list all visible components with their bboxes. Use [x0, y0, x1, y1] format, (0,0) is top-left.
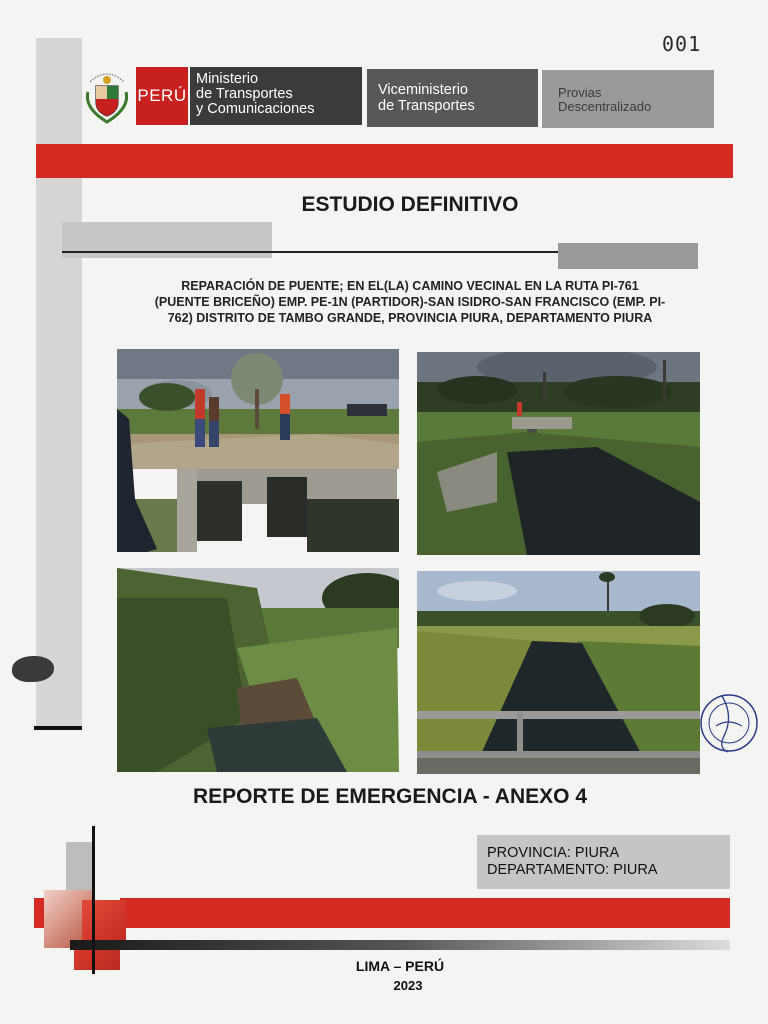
engineer-seal-stamp	[698, 692, 760, 754]
title-decor-right	[558, 243, 698, 269]
agency-box	[542, 70, 714, 128]
project-description-line: REPARACIÓN DE PUENTE; EN EL(LA) CAMINO VECINAL EN LA RUTA PI-761	[181, 279, 639, 293]
photo-bridge-over-canal	[417, 352, 700, 555]
photo-canal-with-railing	[417, 571, 700, 774]
coat-of-arms-icon	[82, 68, 132, 126]
vice-ministry-line: de Transportes	[378, 98, 475, 114]
report-title: REPORTE DE EMERGENCIA - ANEXO 4	[193, 785, 587, 808]
department-label: DEPARTAMENTO: PIURA	[487, 862, 658, 878]
footer-red-band	[120, 898, 730, 928]
punch-hole	[12, 656, 54, 682]
document-title: ESTUDIO DEFINITIVO	[301, 193, 519, 216]
ministry-line: Ministerio	[196, 71, 259, 87]
vice-ministry-box	[367, 69, 538, 127]
ministry-box	[190, 67, 362, 125]
photo-bridge-with-workers	[117, 349, 399, 552]
ministry-line: de Transportes	[196, 86, 293, 102]
location-box	[477, 835, 730, 889]
project-description-line: (PUENTE BRICEÑO) EMP. PE-1N (PARTIDOR)-SAN ISIDRO-SAN FRANCISCO (EMP. PI-	[154, 295, 666, 309]
province-label: PROVINCIA: PIURA	[487, 845, 620, 861]
header-red-band	[36, 144, 733, 178]
photo-overgrown-canal	[117, 568, 399, 772]
agency-line: Descentralizado	[558, 99, 652, 114]
agency-line: Provias	[558, 85, 602, 100]
page-number: 001	[662, 32, 702, 56]
footer-vertical-line	[92, 826, 95, 974]
footer-decor-gray	[66, 842, 92, 892]
vice-ministry-line: Viceministerio	[378, 82, 468, 98]
ministry-line: y Comunicaciones	[196, 101, 315, 117]
footer-year: 2023	[393, 978, 423, 993]
project-description	[110, 278, 710, 326]
footer-gradient-band	[70, 940, 730, 950]
footer-decor-square	[82, 900, 126, 944]
left-bar-cap	[34, 726, 82, 730]
footer-city: LIMA – PERÚ	[355, 958, 445, 974]
project-description-line: 762) DISTRITO DE TAMBO GRANDE, PROVINCIA PIURA, DEPARTAMENTO PIURA	[167, 311, 653, 325]
left-decorative-bar	[36, 38, 82, 728]
peru-brand-box: PERÚ	[136, 67, 188, 125]
